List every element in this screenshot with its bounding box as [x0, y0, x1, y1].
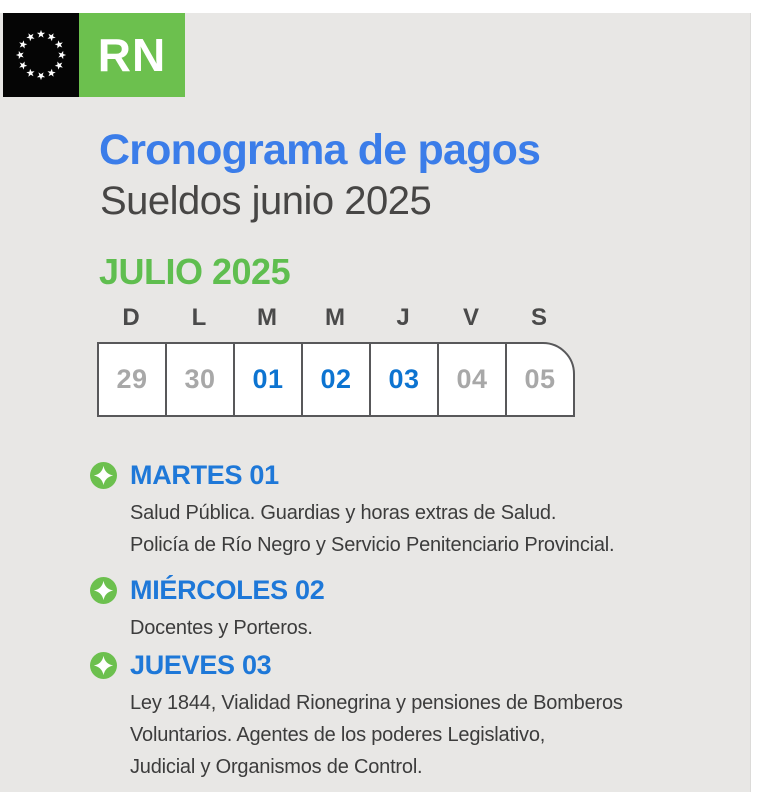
schedule-section-miercoles-02	[90, 576, 324, 644]
stars-emblem-icon	[3, 13, 79, 97]
calendar-date-cell-pay-day: 03	[369, 342, 439, 417]
page-subtitle: Sueldos junio 2025	[100, 179, 432, 223]
sparkle-circle-icon	[90, 462, 117, 489]
month-label: JULIO 2025	[99, 251, 291, 292]
section-heading: JUEVES 03	[130, 650, 272, 680]
section-text-line: Policía de Río Negro y Servicio Penitenciario Provincial.	[130, 534, 615, 556]
section-text-line: Salud Pública. Guardias y horas extras de Salud.	[130, 502, 557, 524]
weekday-letter: S	[530, 304, 547, 331]
weekday-header-row	[97, 304, 573, 332]
weekday-letter: V	[462, 304, 479, 331]
section-text-line: Docentes y Porteros.	[130, 617, 313, 639]
calendar-date-cell: 30	[165, 342, 235, 417]
calendar-date-cell-pay-day: 01	[233, 342, 303, 417]
weekday-letter: M	[325, 304, 345, 331]
calendar-date-cell: 05	[505, 342, 575, 417]
rn-logo-badge: RN	[79, 13, 185, 97]
calendar-date-cell: 29	[97, 342, 167, 417]
weekday-letter: J	[396, 304, 410, 331]
weekday-letter: L	[191, 304, 207, 331]
section-text-line: Ley 1844, Vialidad Rionegrina y pensiones de Bomberos	[130, 692, 623, 714]
schedule-section-jueves-03	[90, 651, 623, 783]
sparkle-circle-icon	[90, 652, 117, 679]
weekday-letter: M	[257, 304, 277, 331]
sparkle-circle-icon	[90, 577, 117, 604]
section-heading: MIÉRCOLES 02	[130, 575, 325, 605]
schedule-section-martes-01	[90, 461, 614, 561]
section-text-line: Voluntarios. Agentes de los poderes Legislativo,	[130, 724, 546, 746]
section-heading: MARTES 01	[130, 460, 279, 490]
section-text-line: Judicial y Organismos de Control.	[130, 756, 423, 778]
calendar-date-cell-pay-day: 02	[301, 342, 371, 417]
page-title: Cronograma de pagos	[99, 126, 541, 174]
rio-negro-logo	[3, 13, 185, 97]
weekday-letter: D	[122, 304, 140, 331]
calendar-date-row	[97, 342, 575, 417]
calendar-date-cell: 04	[437, 342, 507, 417]
